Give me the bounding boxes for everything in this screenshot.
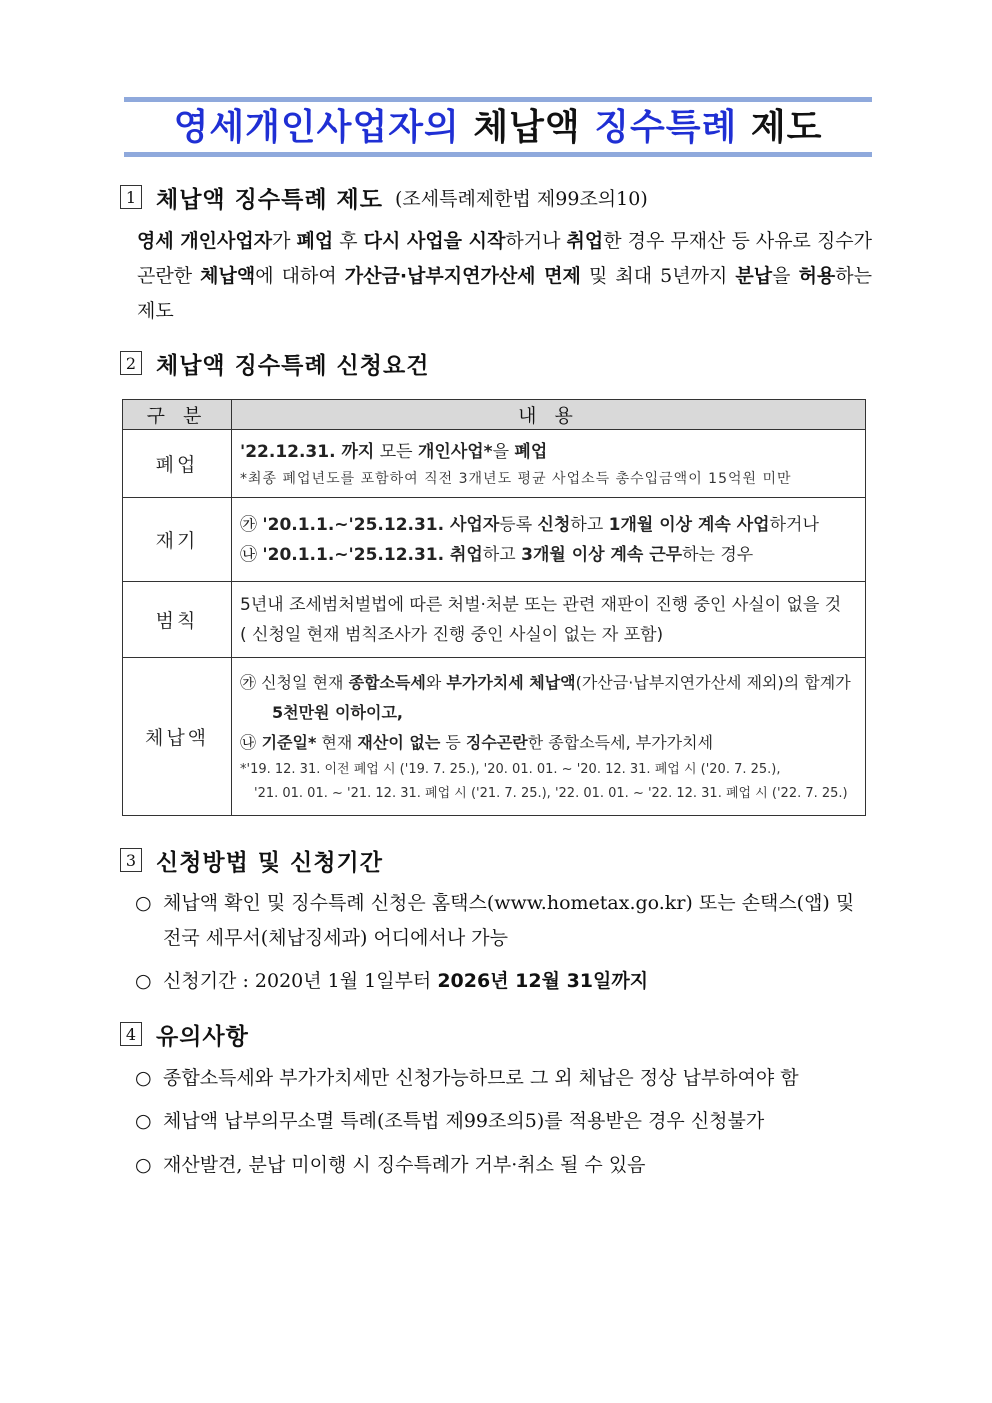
row-label-offense: 범칙 <box>123 582 232 658</box>
arrears-text: (가산금·납부지연가산세 제외)의 합계가 <box>575 672 851 692</box>
section-2-number: 2 <box>120 351 142 375</box>
arrears-note-1: *'19. 12. 31. 이전 폐업 시 ('19. 7. 25.), '20. 01. 01. ~ '20. 12. 31. 폐업 시 ('20. 7. 25.), <box>240 761 781 777</box>
list-item <box>135 886 872 956</box>
body-emphasis: 영세 개인사업자 <box>137 230 273 252</box>
arrears-text: 현재 <box>316 732 358 752</box>
closure-text: 모든 <box>374 441 418 462</box>
restart-text: 하는 경우 <box>682 544 754 565</box>
restart-mark-1: ㉮ <box>240 514 257 535</box>
apply-method-text: 체납액 확인 및 징수특례 신청은 홈택스(www.hometax.go.kr) 또는 손택스(앱) 및 전국 세무서(체납징세과) 어디에서나 가능 <box>163 892 855 949</box>
section-1-body <box>137 224 872 329</box>
arrears-text: 등 <box>440 732 466 752</box>
section-3-number: 3 <box>120 848 142 872</box>
restart-bold: 사업자 <box>444 514 500 535</box>
apply-period-deadline: 2026년 12월 31일까지 <box>437 970 649 992</box>
arrears-bold: 기준일* <box>256 732 317 752</box>
title-blue-1: 영세개인사업자의 <box>173 107 460 148</box>
section-1-heading <box>120 180 648 214</box>
page-title <box>124 106 872 150</box>
header-content: 내 용 <box>232 400 866 430</box>
row-content-offense <box>232 582 866 658</box>
body-emphasis: 취업 <box>566 230 604 252</box>
title-black-1: 체납액 <box>473 107 581 148</box>
list-item <box>135 1104 872 1139</box>
body-text: 가 <box>272 230 297 252</box>
table-row <box>123 658 866 816</box>
table-row <box>123 582 866 658</box>
offense-line-1: 5년내 조세범처벌법에 따른 처벌·처분 또는 관련 재판이 진행 중인 사실이 없을 것 <box>240 594 842 615</box>
arrears-text: 와 <box>425 672 447 692</box>
section-1-subtitle: (조세특례제한법 제99조의10) <box>394 187 648 210</box>
restart-bold: 3개월 이상 계속 근무 <box>521 544 683 565</box>
row-content-arrears <box>232 658 866 816</box>
restart-text: 하거나 <box>769 514 819 535</box>
title-black-2: 제도 <box>750 107 823 148</box>
bullet-icon: ○ <box>135 1110 152 1132</box>
arrears-limit: 5천만원 이하이고, <box>272 702 403 722</box>
section-4-title: 유의사항 <box>156 1023 249 1050</box>
bullet-icon: ○ <box>135 970 152 992</box>
row-label-closure: 폐업 <box>123 430 232 498</box>
section-1-number: 1 <box>120 185 142 209</box>
table-row <box>123 430 866 498</box>
body-emphasis: 가산금·납부지연가산세 면제 <box>344 265 581 287</box>
arrears-note-2: '21. 01. 01. ~ '21. 12. 31. 폐업 시 ('21. 7. 25.), '22. 01. 01. ~ '22. 12. 31. 폐업 시 ('22. 7. 25.) <box>254 785 848 801</box>
section-2-heading <box>120 346 429 380</box>
requirements-table <box>122 399 866 816</box>
restart-text: 하고 <box>482 544 522 565</box>
section-1-title: 체납액 징수특례 제도 <box>156 186 383 213</box>
caution-item: 재산발견, 분납 미이행 시 징수특례가 거부·취소 될 수 있음 <box>163 1154 646 1176</box>
bullet-icon: ○ <box>135 892 152 914</box>
arrears-mark-1: ㉮ <box>240 672 257 692</box>
body-text: 을 <box>772 265 799 287</box>
row-content-closure <box>232 430 866 498</box>
row-content-restart <box>232 498 866 582</box>
restart-date-2: '20.1.1.~'25.12.31. <box>262 544 445 565</box>
closure-date: '22.12.31. 까지 <box>240 441 375 462</box>
bullet-icon: ○ <box>135 1154 152 1176</box>
restart-bold: 신청 <box>537 514 571 535</box>
restart-text: 하고 <box>570 514 609 535</box>
body-text: 에 대하여 <box>255 265 345 287</box>
arrears-text: 한 종합소득세, 부가가치세 <box>527 732 714 752</box>
restart-bold: 1개월 이상 계속 사업 <box>608 514 770 535</box>
section-3-title: 신청방법 및 신청기간 <box>156 849 383 876</box>
restart-text: 등록 <box>499 514 538 535</box>
arrears-bold: 부가가치세 체납액 <box>446 672 576 692</box>
apply-period-text: 신청기간 : 2020년 1월 1일부터 <box>163 970 438 992</box>
body-text: 후 <box>333 230 364 252</box>
title-banner <box>124 97 872 159</box>
section-2-title: 체납액 징수특례 신청요건 <box>156 352 430 379</box>
closure-end: 폐업 <box>514 441 548 462</box>
body-emphasis: 폐업 <box>296 230 334 252</box>
table-header-row <box>123 400 866 430</box>
row-label-restart: 재기 <box>123 498 232 582</box>
row-label-arrears: 체납액 <box>123 658 232 816</box>
arrears-mark-2: ㉯ <box>240 732 257 752</box>
restart-date-1: '20.1.1.~'25.12.31. <box>262 514 445 535</box>
header-category: 구 분 <box>123 400 232 430</box>
body-text: 한 경우 무재산 등 사유로 징수가 곤란한 <box>137 230 873 287</box>
restart-bold: 취업 <box>444 544 483 565</box>
list-item <box>135 1148 872 1183</box>
arrears-bold: 징수곤란 <box>465 732 528 752</box>
arrears-bold: 종합소득세 <box>348 672 426 692</box>
list-item <box>135 964 872 999</box>
body-text: 및 최대 5년까지 <box>580 265 736 287</box>
bullet-icon: ○ <box>135 1067 152 1089</box>
closure-bold: 개인사업* <box>417 441 493 462</box>
body-text: 하거나 <box>505 230 567 252</box>
section-3-heading <box>120 843 383 877</box>
offense-line-2: ( 신청일 현재 범칙조사가 진행 중인 사실이 없는 자 포함) <box>240 624 664 645</box>
arrears-bold: 재산이 없는 <box>357 732 441 752</box>
caution-item: 종합소득세와 부가가치세만 신청가능하므로 그 외 체납은 정상 납부하여야 함 <box>163 1067 799 1089</box>
section-4-heading <box>120 1017 249 1051</box>
body-emphasis: 허용 <box>798 265 836 287</box>
body-emphasis: 다시 사업을 시작 <box>363 230 506 252</box>
body-emphasis: 체납액 <box>200 265 256 287</box>
table-row <box>123 498 866 582</box>
title-blue-2: 징수특례 <box>594 107 738 148</box>
restart-mark-2: ㉯ <box>240 544 257 565</box>
body-text: 하는 제도 <box>137 265 872 322</box>
closure-text-2: 을 <box>492 441 515 462</box>
body-emphasis: 분납 <box>735 265 773 287</box>
title-rule-top <box>124 97 872 102</box>
title-rule-bottom <box>124 152 872 157</box>
closure-note: *최종 폐업년도를 포함하여 직전 3개년도 평균 사업소득 총수입금액이 15억원 미만 <box>240 470 792 487</box>
section-4-number: 4 <box>120 1022 142 1046</box>
caution-item: 체납액 납부의무소멸 특례(조특법 제99조의5)를 적용받은 경우 신청불가 <box>163 1110 765 1132</box>
list-item <box>135 1061 872 1096</box>
arrears-text: 신청일 현재 <box>256 672 349 692</box>
